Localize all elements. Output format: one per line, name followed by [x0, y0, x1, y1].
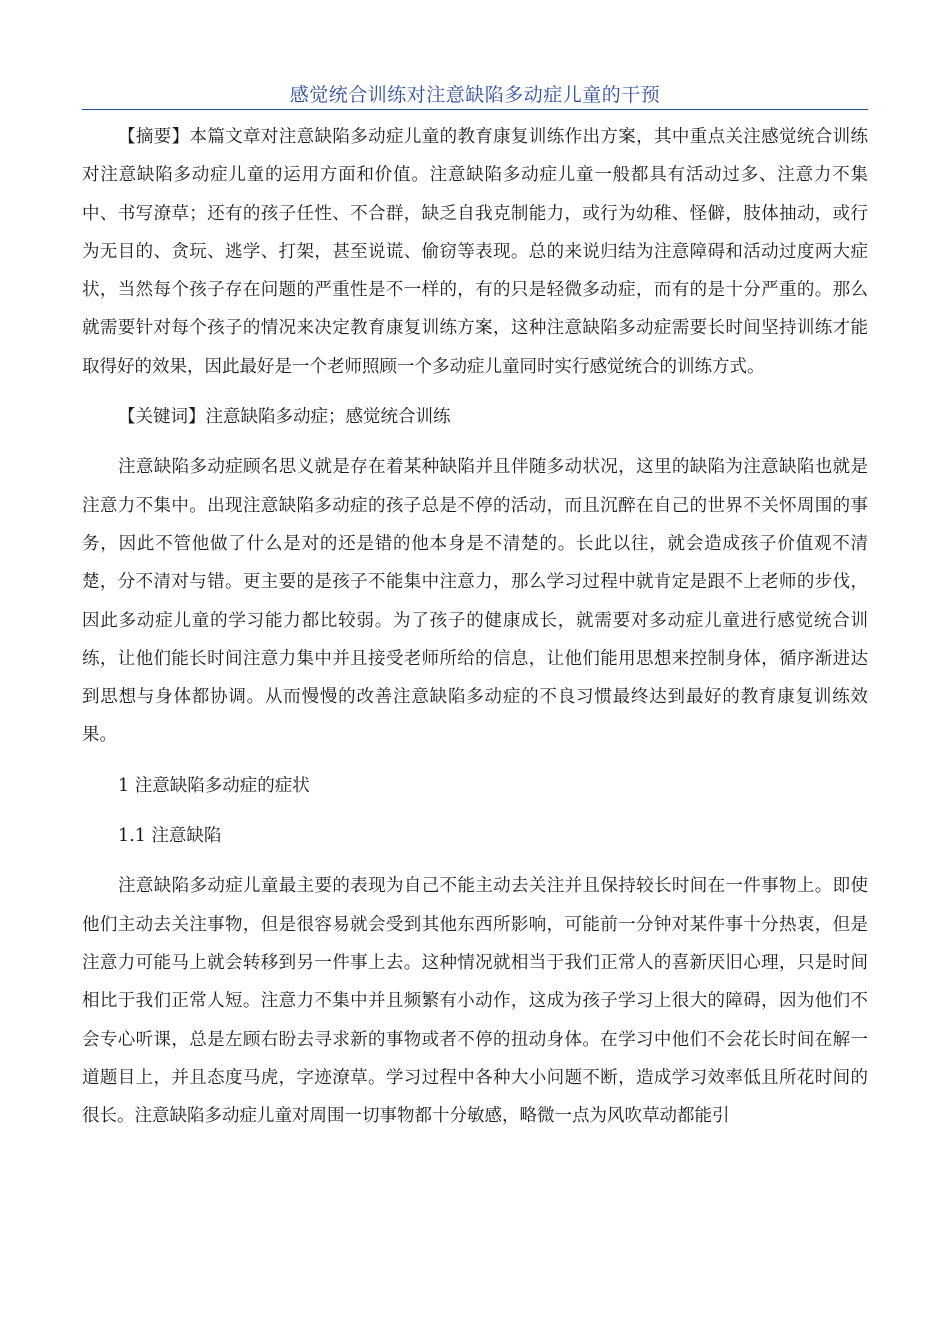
section-1-1-paragraph: 注意缺陷多动症儿童最主要的表现为自己不能主动去关注并且保持较长时间在一件事物上。即使他们主动去关注事物，但是很容易就会受到其他东西所影响，可能前一分钟对某件事十分热衷，但是注意力可能马上就会转移到另一件事上去。这种情况就相当于我们正常人的喜新厌旧心理，只是时间相比于我们正常人短。注意力不集中并且频繁有小动作，这成为孩子学习上很大的障碍，因为他们不会专心听课，总是左顾右盼去寻求新的事物或者不停的扭动身体。在学习中他们不会花长时间在解一道题目上，并且态度马虎，字迹潦草。学习过程中各种大小问题不断，造成学习效率低且所花时间的很长。注意缺陷多动症儿童对周围一切事物都十分敏感，略微一点为风吹草动都能引 [82, 876, 868, 1127]
keywords-paragraph: 【关键词】注意缺陷多动症；感觉统合训练 [118, 407, 451, 428]
intro-paragraph: 注意缺陷多动症顾名思义就是存在着某种缺陷并且伴随多动状况，这里的缺陷为注意缺陷也就是注意力不集中。出现注意缺陷多动症的孩子总是不停的活动，而且沉醉在自己的世界不关怀周围的事务，因此不管他做了什么是对的还是错的他本身是不清楚的。长此以往，就会造成孩子价值观不清楚，分不清对与错。更主要的是孩子不能集中注意力，那么学习过程中就肯定是跟不上老师的步伐，因此多动症儿童的学习能力都比较弱。为了孩子的健康成长，就需要对多动症儿童进行感觉统合训练，让他们能长时间注意力集中并且接受老师所给的信息，让他们能用思想来控制身体，循序渐进达到思想与身体都协调。从而慢慢的改善注意缺陷多动症的不良习惯最终达到最好的教育康复训练效果。 [82, 457, 868, 746]
document-title: 感觉统合训练对注意缺陷多动症儿童的干预 [289, 84, 661, 106]
section-1-1-heading: 1.1 注意缺陷 [118, 826, 222, 847]
document-page [82, 0, 868, 1344]
header-divider [82, 109, 868, 110]
section-1-heading: 1 注意缺陷多动症的症状 [118, 775, 310, 796]
document-body [82, 118, 868, 1135]
abstract-paragraph: 【摘要】本篇文章对注意缺陷多动症儿童的教育康复训练作出方案，其中重点关注感觉统合训练对注意缺陷多动症儿童的运用方面和价值。注意缺陷多动症儿童一般都具有活动过多、注意力不集中、书写潦草；还有的孩子任性、不合群，缺乏自我克制能力，或行为幼稚、怪僻，肢体抽动，或行为无目的、贪玩、逃学、打架，甚至说谎、偷窃等表现。总的来说归结为注意障碍和活动过度两大症状，当然每个孩子存在问题的严重性是不一样的，有的只是轻微多动症，而有的是十分严重的。那么就需要针对每个孩子的情况来决定教育康复训练方案，这种注意缺陷多动症需要长时间坚持训练才能取得好的效果，因此最好是一个老师照顾一个多动症儿童同时实行感觉统合的训练方式。 [82, 127, 868, 377]
